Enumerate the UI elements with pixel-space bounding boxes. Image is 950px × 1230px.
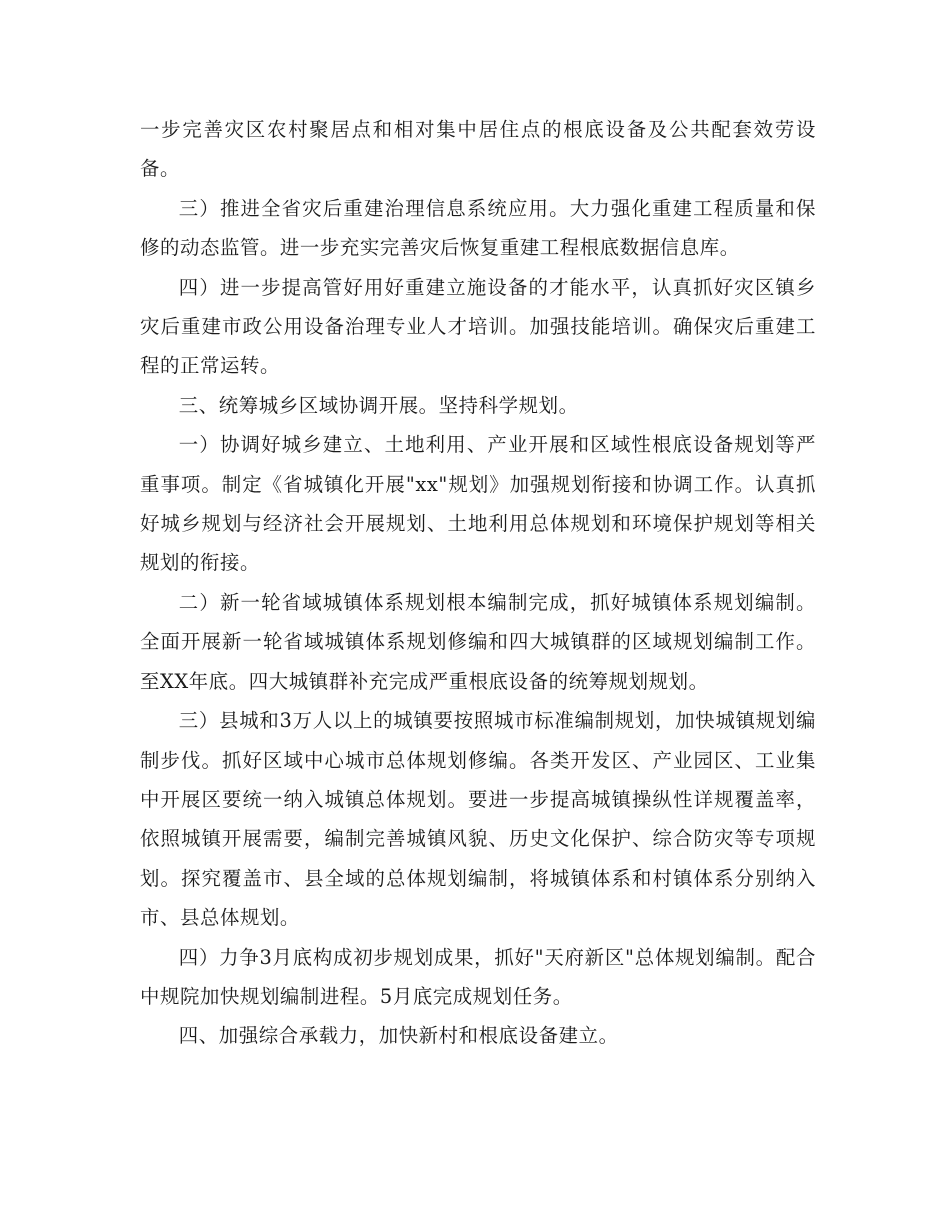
section-heading-4: 四、加强综合承载力，加快新村和根底设备建立。 xyxy=(178,1024,619,1048)
document-body xyxy=(140,110,816,1056)
paragraph-item-4-capability: 四）进一步提高管好用好重建立施设备的才能水平，认真抓好灾区镇乡灾后重建市政公用设备治理专业人才培训。加强技能培训。确保灾后重建工程的正常运转。 xyxy=(140,275,816,378)
paragraph-item-3-county-plan: 三）县城和3万人以上的城镇要按照城市标准编制规划，加快城镇规划编制步伐。抓好区域中心城市总体规划修编。各类开发区、产业园区、工业集中开展区要统一纳入城镇总体规划。要进一步提高城镇操纵性详规覆盖率，依照城镇开展需要，编制完善城镇风貌、历史文化保护、综合防灾等专项规划。探究覆盖市、县全域的总体规划编制，将城镇体系和村镇体系分别纳入市、县总体规划。 xyxy=(140,709,816,930)
paragraph-continuation: 一步完善灾区农村聚居点和相对集中居住点的根底设备及公共配套效劳设备。 xyxy=(140,118,816,181)
paragraph-item-3-system: 三）推进全省灾后重建治理信息系统应用。大力强化重建工程质量和保修的动态监管。进一步充实完善灾后恢复重建工程根底数据信息库。 xyxy=(140,196,816,260)
paragraph-item-1-coordination: 一）协调好城乡建立、土地利用、产业开展和区域性根底设备规划等严重事项。制定《省城镇化开展"xx"规划》加强规划衔接和协调工作。认真抓好城乡规划与经济社会开展规划、土地利用总体规划和环境保护规划等相关规划的衔接。 xyxy=(140,433,816,575)
paragraph-item-4-tianfu: 四）力争3月底构成初步规划成果，抓好"天府新区"总体规划编制。配合中规院加快规划编制进程。5月底完成规划任务。 xyxy=(140,945,816,1008)
section-heading-3: 三、统筹城乡区域协调开展。坚持科学规划。 xyxy=(178,393,579,417)
paragraph-item-2-system-plan: 二）新一轮省域城镇体系规划根本编制完成，抓好城镇体系规划编制。全面开展新一轮省域城镇体系规划修编和四大城镇群的区域规划编制工作。至XX年底。四大城镇群补充完成严重根底设备的统筹规划规划。 xyxy=(140,590,816,693)
